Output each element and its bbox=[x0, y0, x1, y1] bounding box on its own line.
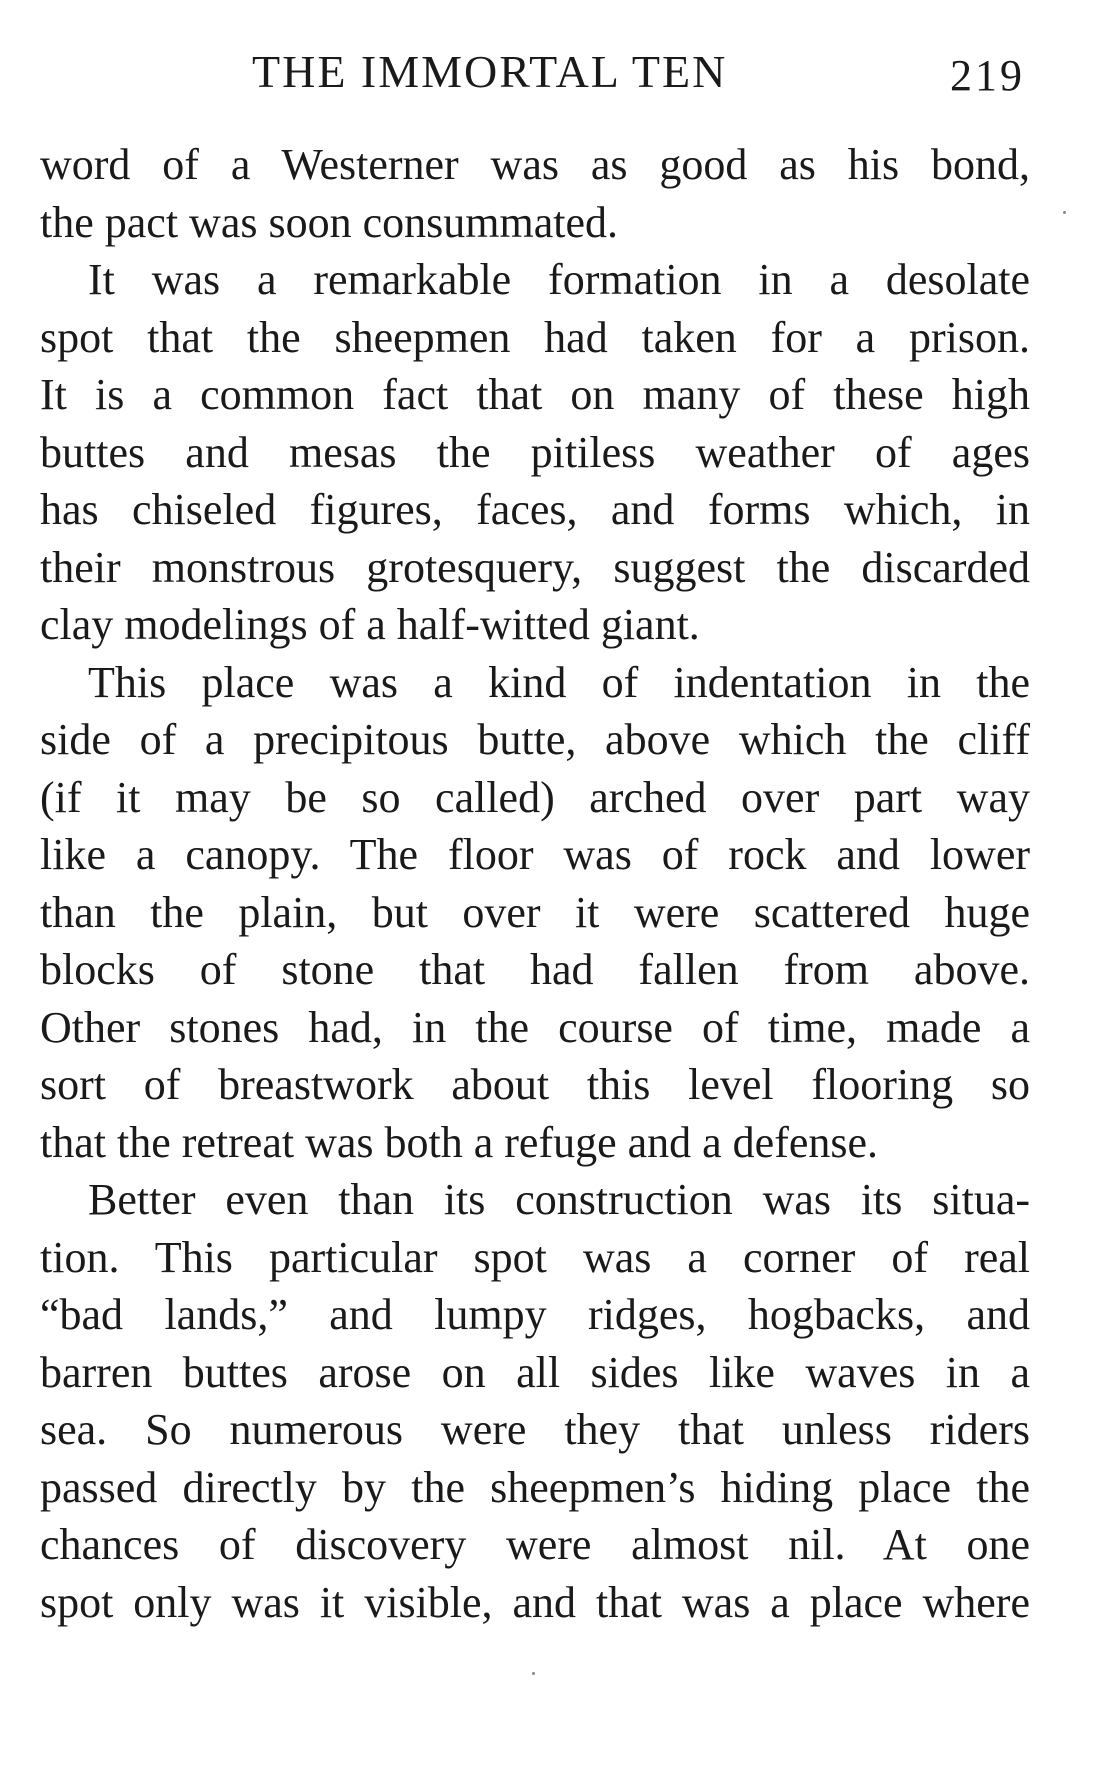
text-line: side of a precipitous butte, above which the cliff bbox=[40, 715, 1030, 764]
paragraph-first-line: Better even than its construction was its situa- bbox=[88, 1175, 1030, 1224]
text-line: “bad lands,” and lumpy ridges, hogbacks, and bbox=[40, 1290, 1030, 1339]
scan-speck bbox=[1063, 211, 1066, 214]
text-line: like a canopy. The floor was of rock and lower bbox=[40, 830, 1030, 879]
text-line: passed directly by the sheepmen’s hiding place the bbox=[40, 1462, 1030, 1512]
running-title: THE IMMORTAL TEN bbox=[252, 46, 728, 97]
text-line: than the plain, but over it were scattered huge bbox=[40, 887, 1030, 937]
text-line: sort of breastwork about this level flooring so bbox=[40, 1060, 1030, 1109]
text-line: It is a common fact that on many of these high bbox=[40, 370, 1030, 419]
text-line: their monstrous grotesquery, suggest the discarded bbox=[40, 542, 1030, 592]
text-line: spot only was it visible, and that was a place where bbox=[40, 1577, 1030, 1627]
paragraph-first-line: This place was a kind of indentation in the bbox=[88, 657, 1030, 707]
text-line: tion. This particular spot was a corner of real bbox=[40, 1232, 1030, 1282]
scan-speck bbox=[532, 1672, 535, 1675]
text-line: clay modelings of a half-witted giant. bbox=[40, 600, 700, 649]
text-line: that the retreat was both a refuge and a defense. bbox=[40, 1117, 879, 1167]
text-line: chances of discovery were almost nil. At one bbox=[40, 1520, 1030, 1569]
page-number: 219 bbox=[950, 51, 1025, 100]
text-line: has chiseled figures, faces, and forms which, in bbox=[40, 485, 1030, 534]
text-line: sea. So numerous were they that unless riders bbox=[40, 1405, 1030, 1454]
running-head bbox=[0, 42, 1115, 102]
text-line: the pact was soon consummated. bbox=[40, 197, 618, 247]
paragraph-first-line: It was a remarkable formation in a desolate bbox=[88, 255, 1030, 304]
text-line: blocks of stone that had fallen from above. bbox=[40, 945, 1030, 994]
text-line: spot that the sheepmen had taken for a prison. bbox=[40, 312, 1030, 362]
text-line: barren buttes arose on all sides like waves in a bbox=[40, 1347, 1030, 1397]
body-text bbox=[40, 136, 1030, 1631]
text-line: (if it may be so called) arched over part way bbox=[40, 772, 1030, 822]
text-line: buttes and mesas the pitiless weather of ages bbox=[40, 427, 1030, 477]
text-line: word of a Westerner was as good as his bond, bbox=[40, 140, 1030, 189]
text-line: Other stones had, in the course of time, made a bbox=[40, 1002, 1030, 1052]
